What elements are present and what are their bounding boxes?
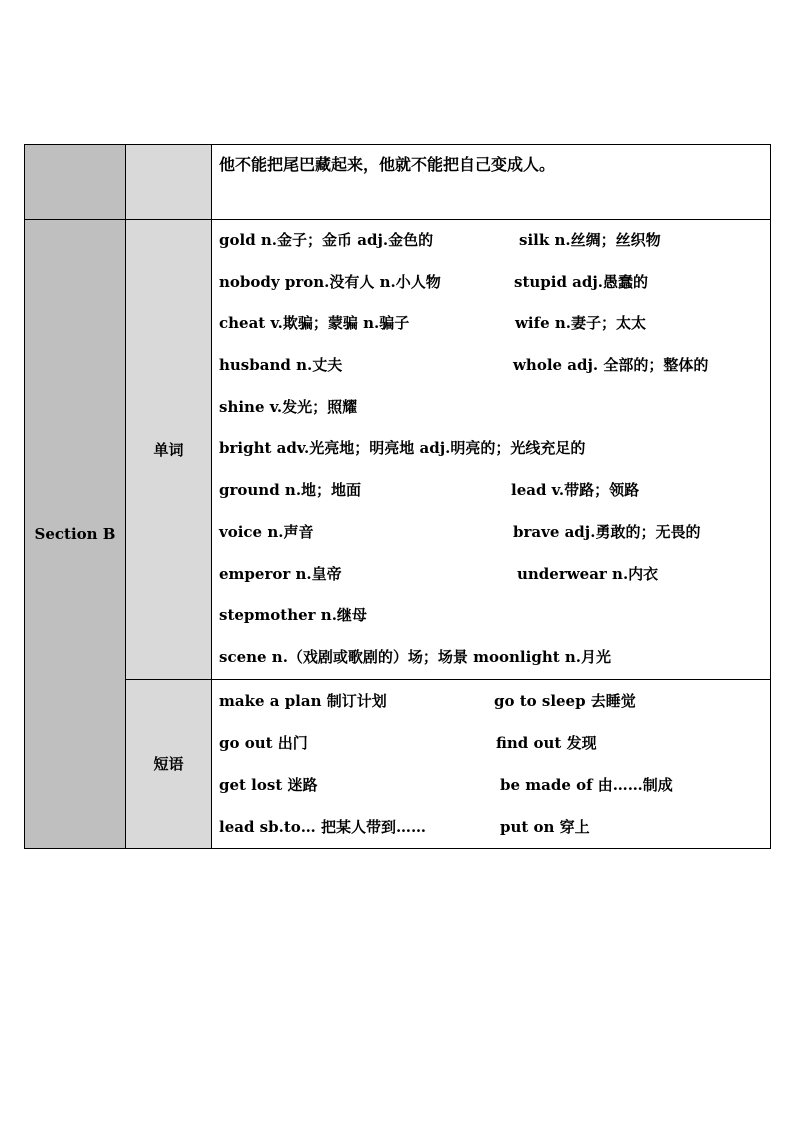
phrases-cell — [212, 679, 771, 848]
list-item — [219, 806, 770, 848]
word-right: wife n.妻子；太太 — [515, 314, 646, 333]
sentence-text: 他不能把尾巴藏起来，他就不能把自己变成人。 — [219, 155, 556, 174]
word-left: husband n.丈夫 — [219, 356, 343, 375]
word-right: lead v.带路；领路 — [511, 481, 640, 500]
phrase-left: make a plan 制订计划 — [219, 691, 387, 710]
phrases-label: 短语 — [153, 755, 184, 774]
list-item — [219, 345, 770, 387]
category-cell-phrases — [126, 679, 212, 848]
word-left: scene n.（戏剧或歌剧的）场；场景 moonlight n.月光 — [219, 647, 612, 666]
list-item — [219, 303, 770, 345]
word-right: brave adj.勇敢的；无畏的 — [513, 522, 701, 541]
phrase-right: put on 穿上 — [500, 817, 590, 836]
word-left: shine v.发光；照耀 — [219, 397, 358, 416]
list-item — [219, 595, 770, 637]
word-left: emperor n.皇帝 — [219, 564, 342, 583]
list-item — [219, 764, 770, 806]
phrase-right: find out 发现 — [496, 733, 597, 752]
section-cell — [25, 220, 126, 849]
phrase-right: go to sleep 去睡觉 — [494, 691, 636, 710]
phrase-right: be made of 由……制成 — [500, 775, 673, 794]
list-item — [219, 262, 770, 304]
words-label: 单词 — [153, 440, 184, 459]
word-left: voice n.声音 — [219, 522, 314, 541]
list-item — [219, 637, 770, 679]
word-left: ground n.地；地面 — [219, 481, 362, 500]
phrase-left: lead sb.to… 把某人带到…… — [219, 817, 426, 836]
words-list — [219, 220, 770, 679]
word-right: stupid adj.愚蠢的 — [514, 272, 649, 291]
word-left: cheat v.欺骗；蒙骗 n.骗子 — [219, 314, 410, 333]
section-cell-empty — [25, 145, 126, 220]
sentence-cell — [212, 145, 771, 220]
section-label: Section B — [34, 525, 116, 544]
list-item — [219, 722, 770, 764]
category-cell-empty — [126, 145, 212, 220]
phrases-list — [219, 680, 770, 848]
word-left: bright adv.光亮地；明亮地 adj.明亮的；光线充足的 — [219, 439, 586, 458]
word-left: stepmother n.继母 — [219, 606, 367, 625]
list-item — [219, 470, 770, 512]
word-left: gold n.金子；金币 adj.金色的 — [219, 231, 434, 249]
words-cell — [212, 220, 771, 680]
table-row — [25, 145, 771, 220]
list-item — [219, 428, 770, 470]
vocabulary-table — [24, 144, 771, 849]
list-item — [219, 512, 770, 554]
table-row — [25, 679, 771, 848]
phrase-left: go out 出门 — [219, 733, 308, 752]
category-cell-words — [126, 220, 212, 680]
word-right: silk n.丝绸；丝织物 — [519, 231, 661, 249]
list-item — [219, 554, 770, 596]
list-item — [219, 680, 770, 722]
word-right: underwear n.内衣 — [517, 564, 659, 583]
phrase-left: get lost 迷路 — [219, 775, 318, 794]
list-item — [219, 220, 770, 262]
list-item — [219, 387, 770, 429]
word-right: whole adj. 全部的；整体的 — [513, 356, 709, 375]
word-left: nobody pron.没有人 n.小人物 — [219, 272, 441, 291]
table-row — [25, 220, 771, 680]
